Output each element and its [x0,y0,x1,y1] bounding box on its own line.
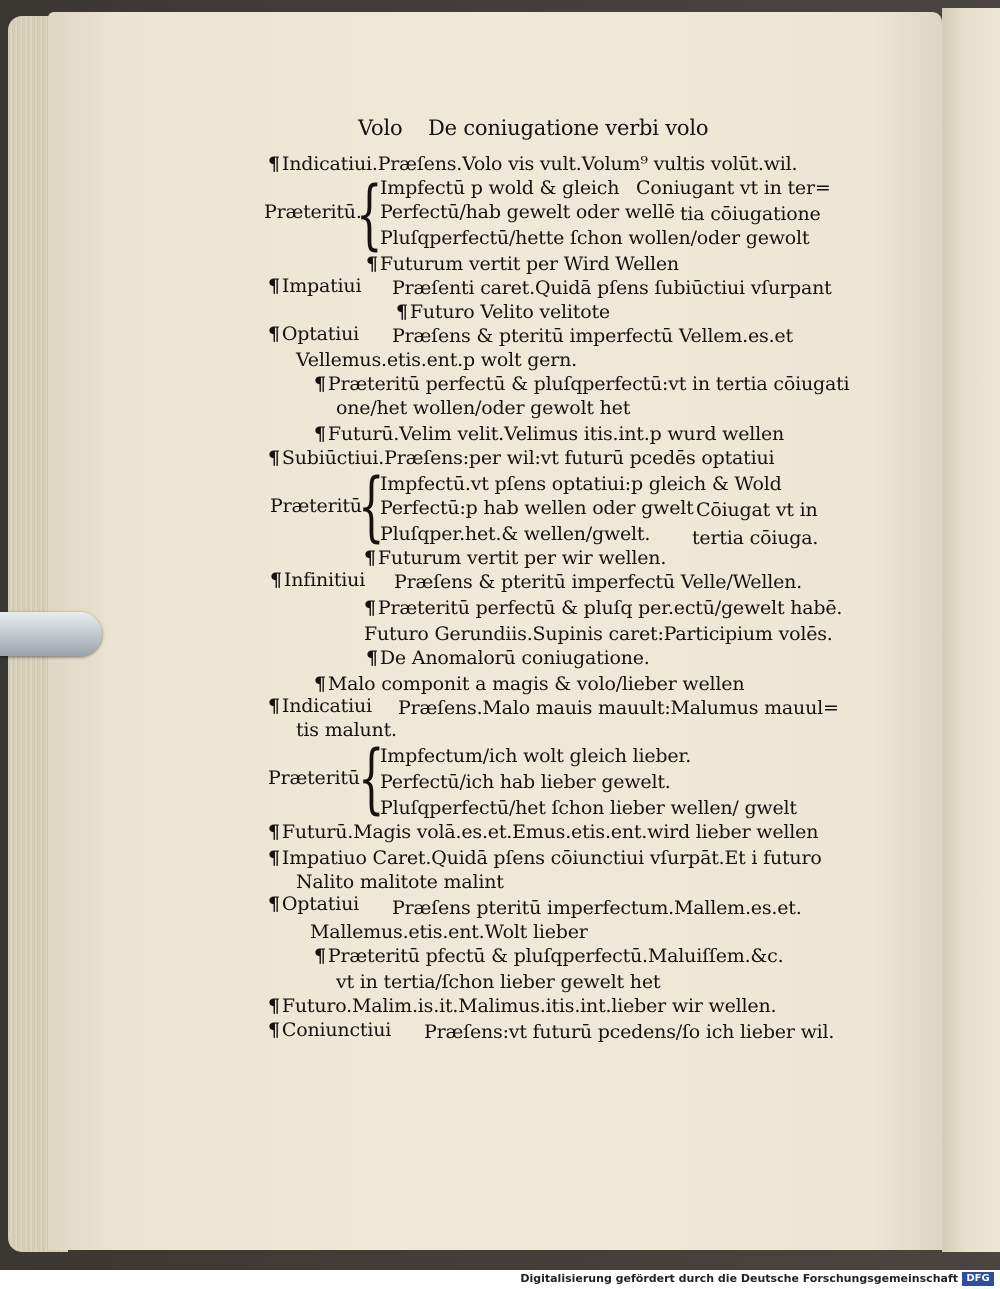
text-line: Infinitiui [283,569,366,591]
text-line: Futurum vertit per wir wellen. [377,547,667,569]
text-line: tertia cōiuga. [692,527,819,549]
text-line: Præteritū [270,495,362,517]
paragraph-mark: ¶ [364,597,376,619]
text-line: Impfectū p wold & gleich [380,177,620,199]
text-line: De Anomalorū coniugatione. [379,647,650,669]
text-line: Præſens & pteritū imperfectū Vellem.es.et [392,325,793,347]
text-line: tia cōiugatione [680,203,821,225]
paragraph-mark: ¶ [366,253,378,275]
running-header-title: De coniugatione verbi volo [428,116,709,140]
paragraph-mark: ¶ [314,945,326,967]
text-line: Impfectū.vt pſens optatiui:p gleich & Wold [380,473,782,495]
text-line: Impfectum/ich wolt gleich lieber. [380,745,692,767]
text-line: Nalito malitote malint [296,871,504,893]
text-line: Subiūctiui.Præſens:per wil:vt futurū pcedēs optatiui [281,447,775,469]
text-line: Pluſqperfectū/het ſchon lieber wellen/ gwelt [380,797,797,819]
text-line: Optatiui [281,323,360,345]
text-line: vt in tertia/ſchon lieber gewelt het [336,971,661,993]
text-line: Impatiuo Caret.Quidā pſens cōiunctiui vſurpāt.Et i futuro [281,847,822,869]
paragraph-mark: ¶ [314,673,326,695]
text-line: Mallemus.etis.ent.Wolt lieber [310,921,588,943]
text-line: Futurū.Velim velit.Velimus itis.int.p wurd wellen [327,423,785,445]
text-line: Coniugant vt in ter= [636,177,831,199]
paragraph-mark: ¶ [268,695,280,717]
text-line: Præſens & pteritū imperfectū Velle/Wellen. [394,571,803,593]
paragraph-mark: ¶ [396,301,408,323]
brace-bracket: { [356,169,383,258]
funding-credit: Digitalisierung gefördert durch die Deutsche Forschungsgemeinschaft [520,1272,958,1285]
digitization-footer [0,1270,1000,1289]
text-line: Præſenti caret.Quidā pſens ſubiūctiui vſurpant [392,277,832,299]
paragraph-mark: ¶ [268,847,280,869]
text-line: Indicatiui.Præſens.Volo vis vult.Volum⁹ vultis volūt.wil. [281,153,798,175]
text-line: Impatiui [281,275,362,297]
text-line: Præſens pteritū imperfectum.Mallem.es.et. [392,897,802,919]
text-line: Præſens.Malo mauis mauult:Malumus mauul= [398,697,839,719]
text-line: Præteritū pfectū & pluſqperfectū.Maluiſſem.&c. [327,945,784,967]
text-line: Pluſqper.het.& wellen/gwelt. [380,523,651,545]
text-line: Indicatiui [281,695,372,717]
text-line: Præſens:vt futurū pcedens/ſo ich lieber wil. [424,1021,835,1043]
text-line: Præteritū perfectū & pluſqperfectū:vt in tertia cōiugati [327,373,850,395]
text-line: Malo componit a magis & volo/lieber wellen [327,673,745,695]
text-line: Futuro Velito velitote [409,301,610,323]
text-line: Perfectū:p hab wellen oder gwelt [380,497,694,519]
text-line: Futuro.Malim.is.it.Malimus.itis.int.lieber wir wellen. [281,995,777,1017]
paragraph-mark: ¶ [268,821,280,843]
text-line: Optatiui [281,893,360,915]
dfg-logo: DFG [962,1272,994,1286]
text-line: Futurū.Magis volā.es.et.Emus.etis.ent.wird lieber wellen [281,821,819,843]
text-line: Coniunctiui [281,1019,392,1041]
brace-bracket: { [358,733,385,822]
paragraph-mark: ¶ [366,647,378,669]
paragraph-mark: ¶ [268,995,280,1017]
text-line: Futurum vertit per Wird Wellen [379,253,679,275]
text-line: tis malunt. [296,719,397,741]
text-line: Præteritū perfectū & pluſq per.ectū/gewelt habē. [377,597,843,619]
facing-page-edge [942,8,1000,1252]
running-header-left: Volo [358,116,403,140]
paragraph-mark: ¶ [268,275,280,297]
paragraph-mark: ¶ [268,447,280,469]
paragraph-mark: ¶ [314,423,326,445]
page-clip-marker [0,612,102,656]
text-line: Cōiugat vt in [696,499,818,521]
paragraph-mark: ¶ [364,547,376,569]
text-line: Præteritū. [264,201,362,223]
brace-bracket: { [358,461,385,550]
paragraph-mark: ¶ [270,569,282,591]
paragraph-mark: ¶ [314,373,326,395]
text-line: Vellemus.etis.ent.p wolt gern. [296,349,577,371]
text-line: one/het wollen/oder gewolt het [336,397,631,419]
text-line: Perfectū/hab gewelt oder wellē [380,201,675,223]
text-line: Præteritū [268,767,360,789]
paragraph-mark: ¶ [268,1019,280,1041]
text-line: Perfectū/ich hab lieber gewelt. [380,771,671,793]
paragraph-mark: ¶ [268,153,280,175]
paragraph-mark: ¶ [268,893,280,915]
text-line: Futuro Gerundiis.Supinis caret:Participium volēs. [364,623,833,645]
paragraph-mark: ¶ [268,323,280,345]
text-line: Pluſqperfectū/hette ſchon wollen/oder gewolt [380,227,810,249]
